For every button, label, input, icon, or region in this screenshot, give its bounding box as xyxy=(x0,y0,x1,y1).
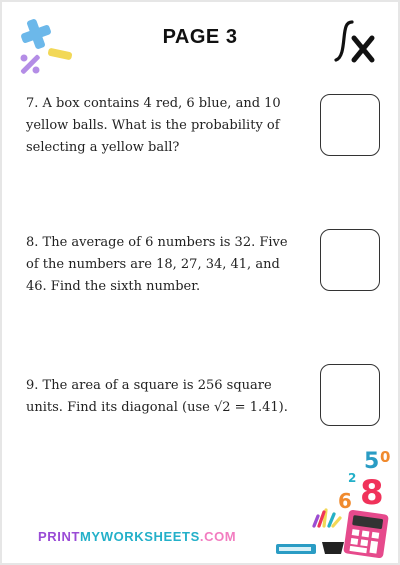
answer-box-7[interactable] xyxy=(320,94,380,156)
digit-8: 8 xyxy=(360,473,384,513)
brand-part-myworksheets: MYWORKSHEETS xyxy=(80,529,200,544)
function-fx-icon xyxy=(332,16,384,68)
question-9: 9. The area of a square is 256 square units. Find its diagonal (use √2 = 1.41). xyxy=(26,378,288,415)
brand-part-print: PRINT xyxy=(38,529,80,544)
digit-2: 2 xyxy=(348,471,357,485)
question-8: 8. The average of 6 numbers is 32. Five of the numbers are 18, 27, 34, 41, and 46. Find the sixth number. xyxy=(26,235,288,294)
brand-logo-text xyxy=(38,529,236,544)
digit-6: 6 xyxy=(338,489,352,513)
digit-5: 5 xyxy=(364,449,380,474)
answer-box-9[interactable] xyxy=(320,364,380,426)
stationery-calculator-icon xyxy=(274,506,392,558)
question-7: 7. A box contains 4 red, 6 blue, and 10 yellow balls. What is the probability of selecting a yellow ball? xyxy=(26,96,281,155)
answer-box-8[interactable] xyxy=(320,229,380,291)
brand-part-com: .COM xyxy=(199,529,237,544)
page-title: PAGE 3 xyxy=(162,26,238,48)
digit-0: 0 xyxy=(380,448,391,466)
